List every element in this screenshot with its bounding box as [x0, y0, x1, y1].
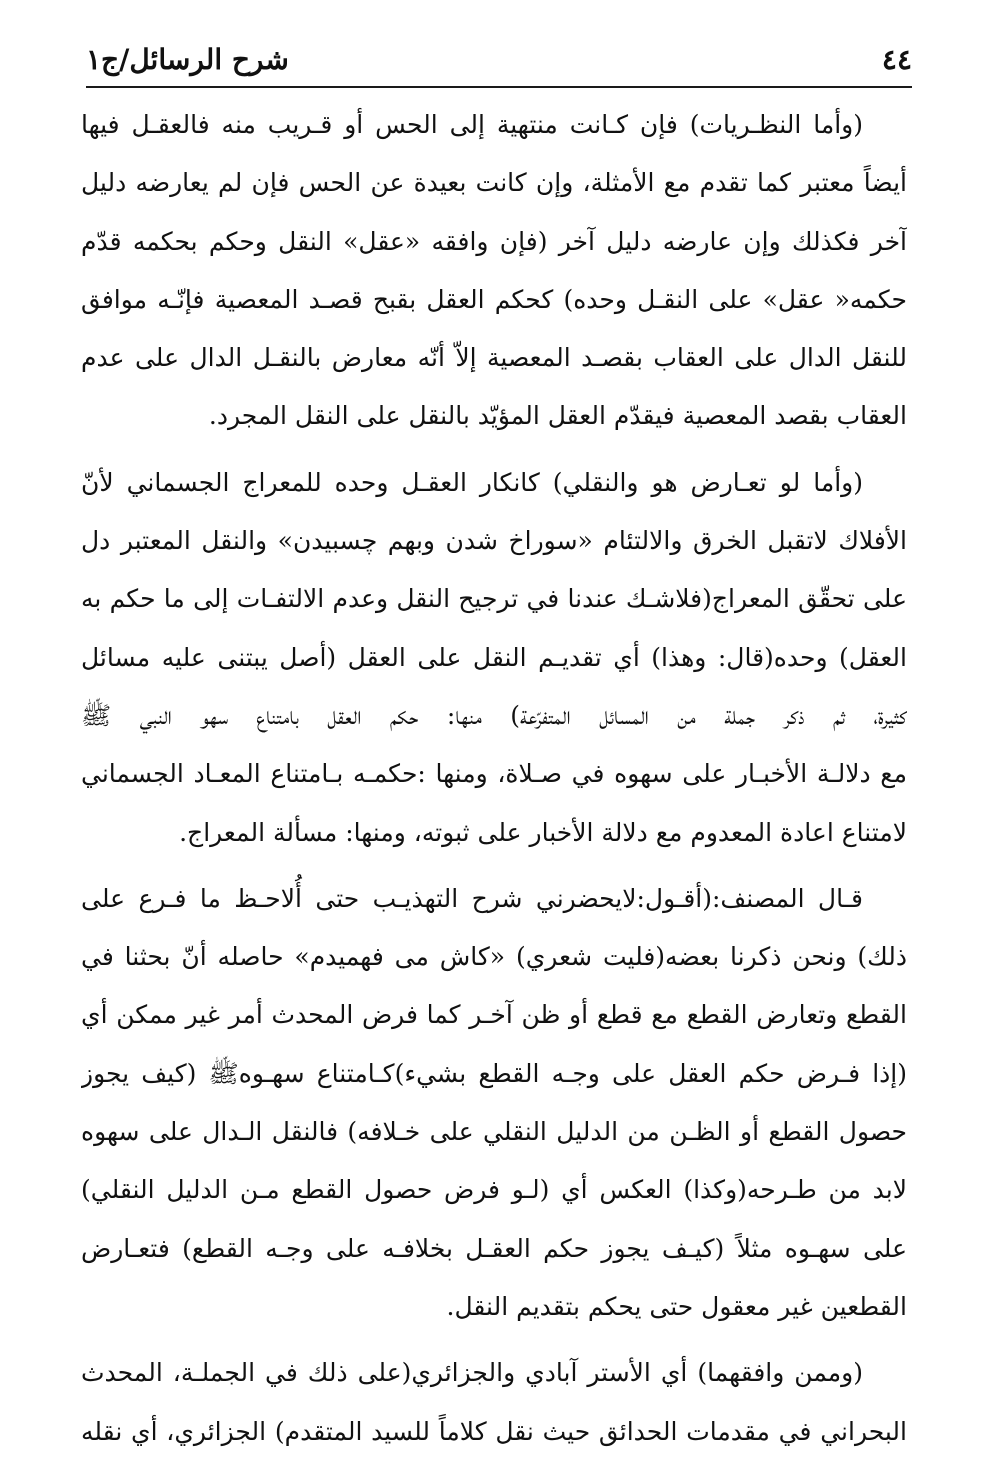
text-line: أيضاً معتبر كما تقدم مع الأمثلة، وإن كانت بعيدة عن الحس فإن لم يعارضه دليل — [81, 168, 907, 198]
text-line: القطعين غير معقول حتى يحكم بتقديم النقل. — [446, 1291, 907, 1321]
text-line: (وأما لو تعـارض هو والنقلي) كانكار العقـل وحده للمعراج الجسماني لأنّ — [81, 467, 863, 497]
text-line: (وممن وافقهما) أي الأستر آبادي والجزائري(على ذلك في الجملـة، المحدث — [81, 1358, 863, 1388]
text-line: كثيرة، ثم ذكر جملة من المسائل المتفرّعة) منها: حكم العقل بامتناع سهو النبي ﷺ — [81, 700, 907, 730]
text-line: مع دلالـة الأخبـار على سهوه في صـلاة، ومنها :حكمـه بـامتناع المعـاد الجسماني — [81, 759, 907, 789]
text-line: آخر فكذلك وإن عارضه دليل آخر (فإن وافقه «عقل» النقل وحكم بحكمه قدّم — [81, 226, 907, 256]
text-line: قـال المصنف:(أقـول:لايحضرني شرح التهذيـب حتى أُلاحـظ ما فـرع على — [81, 883, 863, 913]
text-line: الأفلاك لاتقبل الخرق والالتئام «سوراخ شدن وبهم چسبيدن» والنقل المعتبر دل — [81, 526, 907, 556]
text-line: القطع وتعارض القطع مع قطع أو ظن آخـر كما فرض المحدث أمر غير ممكن أي — [81, 1000, 907, 1030]
paragraph-conflict — [81, 454, 907, 862]
text-line: (إذا فـرض حكم العقل على وجـه القطع بشيء)كـامتناع سهـوهﷺ (كيف يجوز — [81, 1058, 907, 1088]
text-line: على تحقّق المعراج(فلاشـك عندنا في ترجيح النقل وعدم الالتفـات إلى ما حكم به — [81, 584, 907, 614]
text-line: حكمه« عقل» على النقـل وحده) كحكم العقل بقبح قصـد المعصية فإنّـه موافق — [81, 284, 907, 314]
paragraph-agreement — [81, 1344, 907, 1461]
text-line: على سهـوه مثلاً (كيـف يجوز حكم العقـل بخلافـه على وجـه القطع) فتعـارض — [81, 1233, 907, 1263]
text-line: البحراني في مقدمات الحدائق حيث نقل كلاماً للسيد المتقدم) الجزائري، أي نقله — [81, 1416, 907, 1446]
text-line: لامتناع اعادة المعدوم مع دلالة الأخبار على ثبوته، ومنها: مسألة المعراج. — [179, 817, 907, 847]
text-line: حصول القطع أو الظـن من الدليل النقلي على خـلافه) فالنقل الـدال على سهوه — [81, 1117, 907, 1147]
paragraph-author — [81, 870, 907, 1336]
book-title: شرح الرسائل/ج١ — [86, 43, 289, 76]
body-text — [81, 96, 907, 1461]
text-line: العقل) وحده(قال: وهذا) أي تقديـم النقل على العقل (أصل يبتنى عليه مسائل — [81, 642, 907, 672]
text-line: العقاب بقصد المعصية فيقدّم العقل المؤيّد بالنقل على النقل المجرد. — [208, 401, 907, 431]
text-line: ذلك) ونحن ذكرنا بعضه(فليت شعري) «كاش مى فهميدم» حاصله أنّ بحثنا في — [81, 942, 907, 972]
running-header — [86, 34, 912, 88]
paragraph-theoretical — [81, 96, 907, 446]
text-line: (وأما النظـريات) فإن كـانت منتهية إلى الحس أو قـريب منه فالعقـل فيها — [81, 110, 863, 139]
text-line: لابد من طـرحه(وكذا) العكس أي (لـو فرض حصول القطع مـن الدليل النقلي) — [81, 1175, 907, 1205]
text-line: للنقل الدال على العقاب بقصـد المعصية إلاّ أنّه معارض بالنقـل الدال على عدم — [81, 343, 907, 373]
page-number: ٤٤ — [881, 43, 912, 76]
